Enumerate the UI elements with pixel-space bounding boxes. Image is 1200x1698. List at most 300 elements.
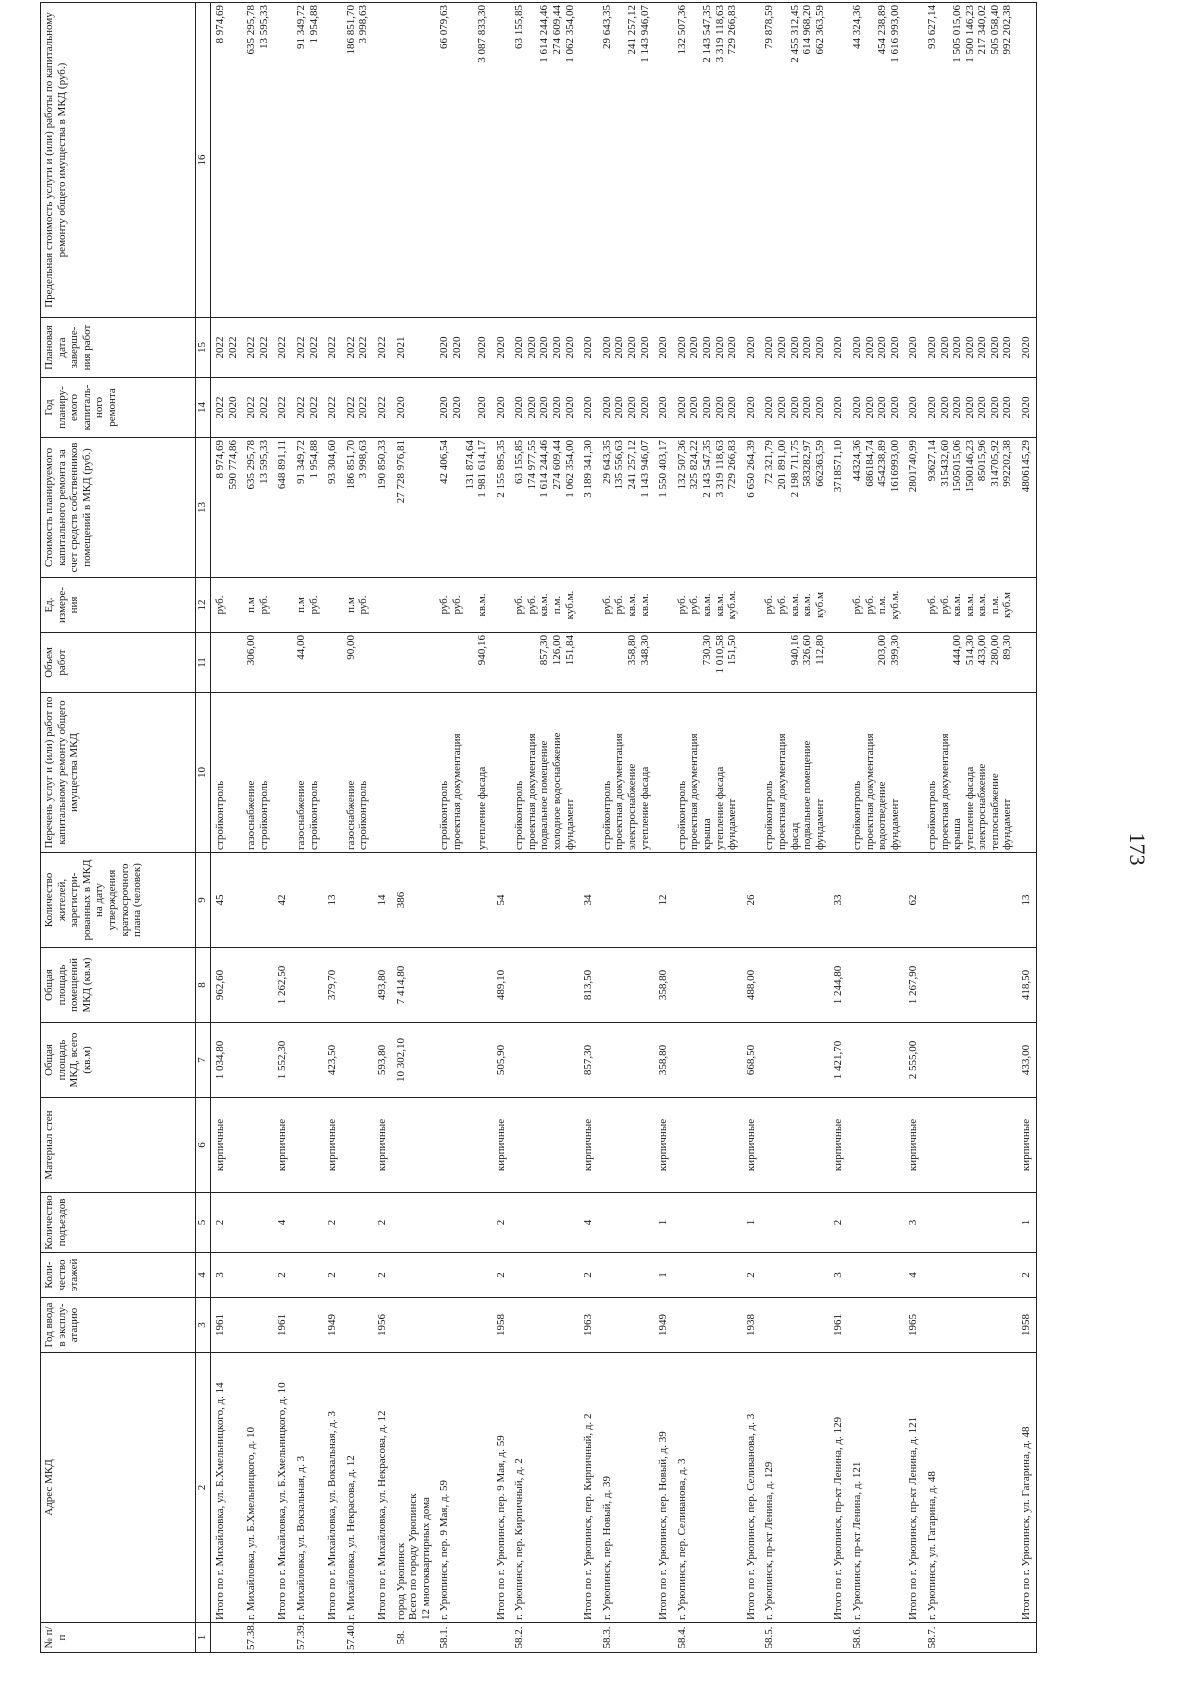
cell-ycap: 2020 2020 2020 2020 <box>848 378 904 438</box>
cell-year: 1963 <box>579 1298 598 1353</box>
cell-addr: г. Урюпинск, пер. Новый, д. 39 <box>598 1353 654 1623</box>
column-header: Год ввода в эксплу-атацию <box>41 1298 196 1353</box>
cell-no: 58.2. <box>510 1623 579 1653</box>
column-number: 10 <box>196 693 211 853</box>
cell-cost: 63 155,85 174 977,55 1 614 244,46 274 609,44 1 062 354,00 <box>510 438 579 578</box>
cell-addr: г. Михайловка, ул. Вокзальная, д. 3 <box>292 1353 323 1623</box>
cell-works: стройконтроль проектная документация утепление фасада <box>435 693 491 853</box>
cell-res <box>435 853 491 948</box>
cell-ycap: 2020 <box>654 378 673 438</box>
cell-area2: 813,50 <box>579 948 598 1023</box>
cell-addr: Итого по г. Урюпинск, пер. Селиванова, д. 3 <box>742 1353 761 1623</box>
cell-walls: кирпичные <box>654 1098 673 1193</box>
cell-floors <box>598 1253 654 1298</box>
column-header: Материал стен <box>41 1098 196 1193</box>
cell-floors <box>342 1253 373 1298</box>
cell-cost: 29 643,35 135 556,63 241 257,12 1 143 946,07 <box>598 438 654 578</box>
cell-year <box>392 1298 436 1353</box>
cell-ydone: 2020 <box>742 318 761 378</box>
cell-addr: Итого по г. Урюпинск, пр-кт Ленина, д. 121 <box>904 1353 923 1623</box>
cell-vol: 306,00 <box>242 633 273 693</box>
cell-vol: 857,30 126,00 151,84 <box>510 633 579 693</box>
cell-cost: 72 321,79 201 891,00 2 198 711,75 583282,97 662363,59 <box>760 438 829 578</box>
cell-ydone: 2020 <box>492 318 511 378</box>
cell-vol <box>654 633 673 693</box>
table-row <box>342 3 373 1653</box>
cell-ycap: 2022 <box>373 378 392 438</box>
cell-limit: 91 349,72 1 954,88 <box>292 3 323 318</box>
cell-area2: 358,80 <box>654 948 673 1023</box>
cell-entr <box>923 1193 1017 1253</box>
cell-floors: 2 <box>492 1253 511 1298</box>
cell-year: 1956 <box>373 1298 392 1353</box>
cell-entr: 2 <box>829 1193 848 1253</box>
cell-area2: 379,70 <box>323 948 342 1023</box>
cell-limit <box>392 3 436 318</box>
cell-walls <box>435 1098 491 1193</box>
cell-ydone: 2020 2020 2020 2020 2020 <box>760 318 829 378</box>
cell-walls: кирпичные <box>373 1098 392 1193</box>
cell-area2: 493,80 <box>373 948 392 1023</box>
cell-walls <box>760 1098 829 1193</box>
cell-area <box>923 1023 1017 1098</box>
cell-cost: 190 850,33 <box>373 438 392 578</box>
cell-unit: руб. руб. кв.м. <box>435 578 491 633</box>
cell-no <box>273 1623 292 1653</box>
cell-limit <box>273 3 292 318</box>
cell-ydone: 2021 <box>392 318 436 378</box>
cell-no: 58.7. <box>923 1623 1017 1653</box>
cell-ydone: 2022 <box>323 318 342 378</box>
cell-year <box>242 1298 273 1353</box>
total-row <box>904 3 923 1653</box>
column-header: Количество подъездов <box>41 1193 196 1253</box>
cell-ydone: 2022 2022 <box>292 318 323 378</box>
cell-walls: кирпичные <box>829 1098 848 1193</box>
cell-vol <box>829 633 848 693</box>
column-number: 12 <box>196 578 211 633</box>
cell-addr: г. Урюпинск, пр-кт Ленина, д. 121 <box>848 1353 904 1623</box>
total-row <box>579 3 598 1653</box>
column-header: Общая площадь помещений МКД (кв.м) <box>41 948 196 1023</box>
cell-limit: 93 627,14 1 505 015,06 1 500 146,23 217 340,02 505 058,40 992 202,38 <box>923 3 1017 318</box>
capital-repair-table <box>40 2 1037 1653</box>
cell-limit <box>829 3 848 318</box>
cell-unit: руб. руб. кв.м. кв.м. <box>598 578 654 633</box>
cell-vol <box>742 633 761 693</box>
cell-limit: 44 324,36 454 238,89 1 616 993,00 <box>848 3 904 318</box>
cell-area <box>342 1023 373 1098</box>
cell-cost: 1 550 403,17 <box>654 438 673 578</box>
cell-limit: 79 878,59 2 455 312,45 614 968,20 662 363,59 <box>760 3 829 318</box>
cell-addr: Итого по г. Михайловка, ул. Вокзальная, д. 3 <box>323 1353 342 1623</box>
cell-year: 1961 <box>273 1298 292 1353</box>
cell-unit: п.м руб. <box>342 578 373 633</box>
cell-addr: г. Урюпинск, пер. Селиванова, д. 3 <box>673 1353 742 1623</box>
cell-entr: 3 <box>904 1193 923 1253</box>
column-number: 2 <box>196 1353 211 1623</box>
cell-cost: 27 728 976,81 <box>392 438 436 578</box>
cell-works <box>323 693 342 853</box>
cell-vol <box>579 633 598 693</box>
cell-res <box>848 853 904 948</box>
cell-year: 1965 <box>904 1298 923 1353</box>
cell-walls <box>598 1098 654 1193</box>
cell-res: 14 <box>373 853 392 948</box>
table-row <box>392 3 436 1653</box>
column-number: 8 <box>196 948 211 1023</box>
cell-vol <box>492 633 511 693</box>
cell-works: стройконтроль проектная документация подвальное помещение холодное водоснабжение фундамент <box>510 693 579 853</box>
total-row <box>273 3 292 1653</box>
cell-works <box>742 693 761 853</box>
table-row <box>598 3 654 1653</box>
cell-ydone: 2022 2022 <box>242 318 273 378</box>
column-header: № п/п <box>41 1623 196 1653</box>
cell-limit <box>579 3 598 318</box>
cell-unit <box>392 578 436 633</box>
cell-walls <box>392 1098 436 1193</box>
cell-works: стройконтроль проектная документация фасад подвальное помещение фундамент <box>760 693 829 853</box>
cell-unit: п.м руб. <box>242 578 273 633</box>
column-header: Общая площадь МКД, всего (кв.м) <box>41 1023 196 1098</box>
cell-res <box>510 853 579 948</box>
cell-ycap: 2022 <box>273 378 292 438</box>
cell-entr <box>435 1193 491 1253</box>
cell-limit <box>373 3 392 318</box>
cell-year: 1958 <box>492 1298 511 1353</box>
cell-vol <box>904 633 923 693</box>
cell-ydone: 2020 2020 2020 2020 2020 <box>510 318 579 378</box>
cell-floors <box>242 1253 273 1298</box>
cell-area2 <box>848 948 904 1023</box>
cell-area: 593,80 <box>373 1023 392 1098</box>
cell-area2: 418,50 <box>1017 948 1036 1023</box>
cell-res: 34 <box>579 853 598 948</box>
column-header: Предельная стоимость услуги и (или) работы по капитальному ремонту общего имущества в МКД (руб.) <box>41 3 196 318</box>
cell-no <box>492 1623 511 1653</box>
cell-entr <box>673 1193 742 1253</box>
cell-area: 433,00 <box>1017 1023 1036 1098</box>
cell-vol: 940,16 <box>435 633 491 693</box>
cell-works: стройконтроль проектная документация крыша утепление фасада электроснабжение теплоснабжение фундамент <box>923 693 1017 853</box>
column-number: 7 <box>196 1023 211 1098</box>
cell-area2: 962,60 <box>211 948 243 1023</box>
cell-area2 <box>292 948 323 1023</box>
cell-walls: кирпичные <box>211 1098 243 1193</box>
cell-ydone: 2022 2022 <box>342 318 373 378</box>
cell-ycap: 2020 <box>579 378 598 438</box>
cell-entr: 4 <box>579 1193 598 1253</box>
cell-unit <box>654 578 673 633</box>
cell-area <box>848 1023 904 1098</box>
table-row <box>435 3 491 1653</box>
cell-floors <box>848 1253 904 1298</box>
cell-walls <box>923 1098 1017 1193</box>
cell-area: 1 552,30 <box>273 1023 292 1098</box>
cell-vol: 44,00 <box>292 633 323 693</box>
cell-floors <box>292 1253 323 1298</box>
cell-floors: 2 <box>373 1253 392 1298</box>
cell-no: 58.3. <box>598 1623 654 1653</box>
cell-works <box>654 693 673 853</box>
cell-cost: 91 349,72 1 954,88 <box>292 438 323 578</box>
cell-unit: руб. <box>211 578 243 633</box>
cell-year: 1949 <box>654 1298 673 1353</box>
cell-unit: п.м руб. <box>292 578 323 633</box>
cell-cost: 44324,36 686184,74 454238,89 1616993,00 <box>848 438 904 578</box>
header-row <box>41 3 196 1653</box>
cell-limit: 63 155,85 1 614 244,46 274 609,44 1 062 354,00 <box>510 3 579 318</box>
cell-area2 <box>435 948 491 1023</box>
cell-unit <box>373 578 392 633</box>
cell-year: 1949 <box>323 1298 342 1353</box>
column-header: Ед. измере-ния <box>41 578 196 633</box>
cell-works <box>373 693 392 853</box>
cell-no: 58.5. <box>760 1623 829 1653</box>
cell-entr <box>760 1193 829 1253</box>
cell-ycap: 2020 2020 2020 2020 2020 <box>760 378 829 438</box>
cell-floors: 4 <box>904 1253 923 1298</box>
cell-cost: 2 155 895,35 <box>492 438 511 578</box>
cell-area: 2 555,00 <box>904 1023 923 1098</box>
cell-ycap: 2020 <box>1017 378 1036 438</box>
cell-no <box>654 1623 673 1653</box>
cell-cost: 635 295,78 13 595,33 <box>242 438 273 578</box>
cell-area2 <box>242 948 273 1023</box>
cell-vol <box>1017 633 1036 693</box>
cell-area <box>510 1023 579 1098</box>
cell-floors <box>435 1253 491 1298</box>
cell-walls: кирпичные <box>492 1098 511 1193</box>
page-number: 173 <box>1125 832 1150 866</box>
cell-addr: Итого по г. Михайловка, ул. Б.Хмельницкого, д. 10 <box>273 1353 292 1623</box>
cell-ycap: 2020 2020 2020 2020 2020 <box>510 378 579 438</box>
cell-no <box>742 1623 761 1653</box>
cell-floors: 1 <box>654 1253 673 1298</box>
cell-vol: 203,00 399,30 <box>848 633 904 693</box>
cell-entr: 2 <box>492 1193 511 1253</box>
cell-ycap: 2020 2020 2020 2020 2020 2020 2020 <box>923 378 1017 438</box>
cell-vol <box>273 633 292 693</box>
column-number: 13 <box>196 438 211 578</box>
column-number: 15 <box>196 318 211 378</box>
cell-no: 58.1. <box>435 1623 491 1653</box>
cell-area: 1 034,80 <box>211 1023 243 1098</box>
cell-works <box>579 693 598 853</box>
total-row <box>654 3 673 1653</box>
cell-no: 57.40. <box>342 1623 373 1653</box>
cell-entr <box>598 1193 654 1253</box>
cell-cost: 93 304,60 <box>323 438 342 578</box>
cell-no <box>904 1623 923 1653</box>
cell-year <box>923 1298 1017 1353</box>
cell-ycap: 2020 <box>392 378 436 438</box>
cell-area2: 1 267,90 <box>904 948 923 1023</box>
cell-floors <box>760 1253 829 1298</box>
cell-cost: 8 974,69 590 774,86 <box>211 438 243 578</box>
cell-ycap: 2020 <box>829 378 848 438</box>
cell-ycap: 2020 <box>904 378 923 438</box>
cell-year: 1961 <box>211 1298 243 1353</box>
cell-walls <box>673 1098 742 1193</box>
cell-ydone: 2020 2020 2020 2020 2020 <box>673 318 742 378</box>
cell-ydone: 2020 <box>579 318 598 378</box>
cell-entr <box>292 1193 323 1253</box>
cell-area2 <box>923 948 1017 1023</box>
cell-walls <box>292 1098 323 1193</box>
cell-limit: 29 643,35 241 257,12 1 143 946,07 <box>598 3 654 318</box>
cell-addr: г. Михайловка, ул. Некрасова, д. 12 <box>342 1353 373 1623</box>
cell-res: 45 <box>211 853 243 948</box>
cell-ycap: 2020 2020 2020 <box>435 378 491 438</box>
cell-area2: 488,00 <box>742 948 761 1023</box>
cell-no <box>211 1623 243 1653</box>
cell-addr: г. Урюпинск, пер. Кирпичный, д. 2 <box>510 1353 579 1623</box>
cell-area <box>598 1023 654 1098</box>
column-number: 4 <box>196 1253 211 1298</box>
cell-unit: руб. руб. кв.м. кв.м. куб.м <box>760 578 829 633</box>
cell-addr: Итого по г. Урюпинск, пер. 9 Мая, д. 59 <box>492 1353 511 1623</box>
column-number: 14 <box>196 378 211 438</box>
cell-cost: 42 406,54 131 874,64 1 981 614,17 <box>435 438 491 578</box>
total-row <box>323 3 342 1653</box>
cell-area: 857,30 <box>579 1023 598 1098</box>
column-header: Адрес МКД <box>41 1353 196 1623</box>
cell-area2: 1 244,80 <box>829 948 848 1023</box>
cell-ydone: 2020 <box>829 318 848 378</box>
cell-entr: 2 <box>373 1193 392 1253</box>
cell-area <box>292 1023 323 1098</box>
cell-area2 <box>673 948 742 1023</box>
cell-res: 12 <box>654 853 673 948</box>
column-number: 9 <box>196 853 211 948</box>
cell-year <box>760 1298 829 1353</box>
cell-limit <box>492 3 511 318</box>
column-number: 11 <box>196 633 211 693</box>
cell-unit: руб. руб. кв.м. кв.м. куб.м. <box>673 578 742 633</box>
cell-floors: 3 <box>829 1253 848 1298</box>
cell-ycap: 2020 <box>492 378 511 438</box>
cell-works <box>492 693 511 853</box>
cell-entr <box>848 1193 904 1253</box>
cell-area <box>435 1023 491 1098</box>
cell-area2 <box>342 948 373 1023</box>
column-number: 16 <box>196 3 211 318</box>
cell-unit <box>492 578 511 633</box>
column-header: Год планиру-емого капиталь-ного ремонта <box>41 378 196 438</box>
cell-no <box>1017 1623 1036 1653</box>
cell-no <box>829 1623 848 1653</box>
cell-no <box>373 1623 392 1653</box>
cell-res <box>923 853 1017 948</box>
cell-works: стройконтроль проектная документация водоотведение фундамент <box>848 693 904 853</box>
total-row <box>492 3 511 1653</box>
cell-unit <box>273 578 292 633</box>
column-number: 1 <box>196 1623 211 1653</box>
total-row <box>742 3 761 1653</box>
cell-addr: г. Михайловка, ул. Б.Хмельницкого, д. 10 <box>242 1353 273 1623</box>
cell-addr: Итого по г. Урюпинск, пр-кт Ленина, д. 129 <box>829 1353 848 1623</box>
cell-no: 58. <box>392 1623 436 1653</box>
cell-limit <box>1017 3 1036 318</box>
cell-unit <box>742 578 761 633</box>
cell-addr: город Урюпинск Всего по городу Урюпинск 12 многоквартирных дома <box>392 1353 436 1623</box>
cell-area <box>760 1023 829 1098</box>
cell-area: 358,80 <box>654 1023 673 1098</box>
cell-floors: 2 <box>742 1253 761 1298</box>
cell-ydone: 2022 <box>373 318 392 378</box>
cell-unit <box>904 578 923 633</box>
cell-ydone: 2020 2020 2020 2020 2020 2020 2020 <box>923 318 1017 378</box>
cell-works <box>1017 693 1036 853</box>
cell-vol <box>392 633 436 693</box>
cell-floors: 3 <box>211 1253 243 1298</box>
cell-works: стройконтроль проектная документация электроснабжение утепление фасада <box>598 693 654 853</box>
cell-limit <box>654 3 673 318</box>
cell-area2 <box>598 948 654 1023</box>
cell-floors <box>392 1253 436 1298</box>
table-row <box>760 3 829 1653</box>
cell-area2: 7 414,80 <box>392 948 436 1023</box>
cell-entr: 1 <box>654 1193 673 1253</box>
cell-limit: 186 851,70 3 998,63 <box>342 3 373 318</box>
cell-limit: 8 974,69 <box>211 3 243 318</box>
cell-year <box>673 1298 742 1353</box>
table-body <box>211 3 1037 1653</box>
cell-res: 54 <box>492 853 511 948</box>
cell-ycap: 2022 2022 <box>242 378 273 438</box>
cell-ydone: 2022 <box>273 318 292 378</box>
cell-no <box>323 1623 342 1653</box>
cell-no: 57.39. <box>292 1623 323 1653</box>
cell-limit: 132 507,36 2 143 547,35 3 319 118,63 729 266,83 <box>673 3 742 318</box>
column-number: 6 <box>196 1098 211 1193</box>
cell-area <box>242 1023 273 1098</box>
cell-area2 <box>510 948 579 1023</box>
cell-entr: 1 <box>1017 1193 1036 1253</box>
cell-ycap: 2022 2022 <box>292 378 323 438</box>
cell-addr: Итого по г. Михайловка, ул. Некрасова, д. 12 <box>373 1353 392 1623</box>
cell-works: газоснабжение стройконтроль <box>342 693 373 853</box>
cell-year: 1961 <box>829 1298 848 1353</box>
cell-ycap: 2020 <box>742 378 761 438</box>
cell-floors <box>673 1253 742 1298</box>
cell-works <box>904 693 923 853</box>
cell-addr: г. Урюпинск, ул. Гагарина, д. 48 <box>923 1353 1017 1623</box>
cell-res <box>242 853 273 948</box>
cell-limit: 66 079,63 3 087 833,30 <box>435 3 491 318</box>
cell-ydone: 2020 2020 2020 2020 <box>848 318 904 378</box>
cell-walls: кирпичные <box>273 1098 292 1193</box>
total-row <box>211 3 243 1653</box>
cell-works: газоснабжение стройконтроль <box>292 693 323 853</box>
cell-res: 26 <box>742 853 761 948</box>
cell-limit <box>904 3 923 318</box>
cell-unit <box>323 578 342 633</box>
cell-works: стройконтроль <box>211 693 243 853</box>
cell-works <box>273 693 292 853</box>
cell-entr <box>510 1193 579 1253</box>
total-row <box>1017 3 1036 1653</box>
cell-cost: 648 891,11 <box>273 438 292 578</box>
cell-walls <box>848 1098 904 1193</box>
cell-walls: кирпичные <box>742 1098 761 1193</box>
cell-cost: 93627,14 315432,60 1505015,06 1500146,23 85015,96 314705,92 992202,38 <box>923 438 1017 578</box>
cell-walls: кирпичные <box>579 1098 598 1193</box>
cell-res <box>598 853 654 948</box>
table-row <box>923 3 1017 1653</box>
